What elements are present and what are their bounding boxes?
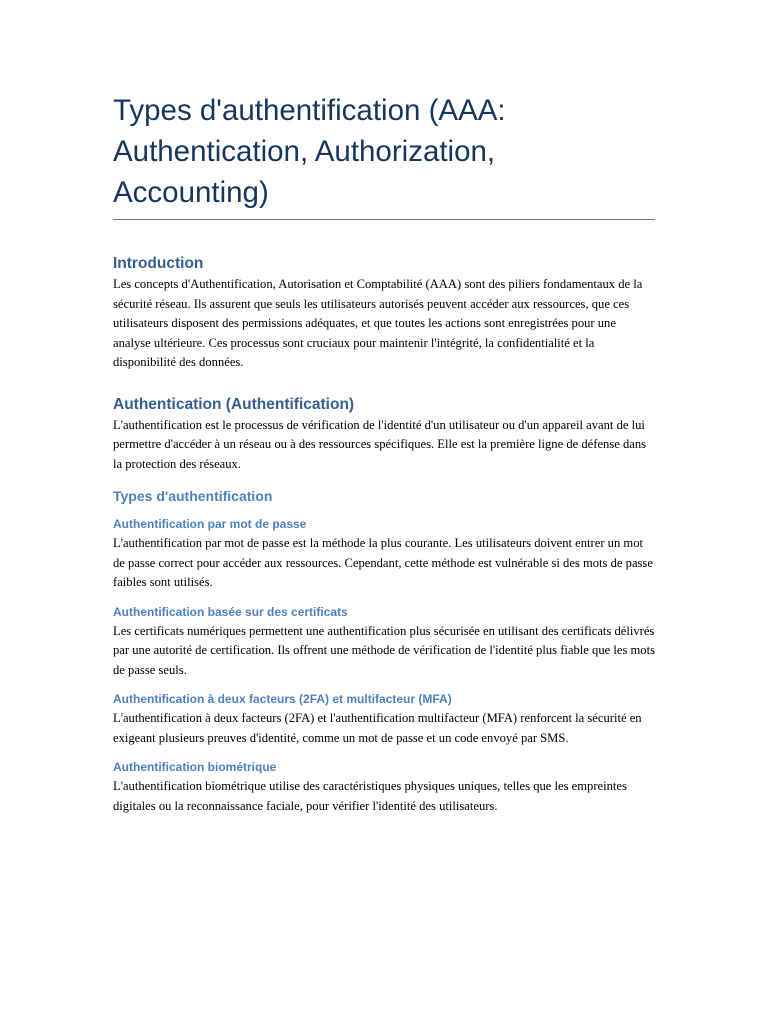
- subsubsection-body-mfa: L'authentification à deux facteurs (2FA) et l'authentification multifacteur (MFA) renforcent la sécurité en exigeant plusieurs preuves d'identité, comme un mot de passe et un code envoyé par SMS.: [113, 711, 642, 745]
- section-heading-introduction: Introduction: [113, 255, 204, 272]
- subsubsection-body-biometric: L'authentification biométrique utilise des caractéristiques physiques uniques, telles que les empreintes digitales ou la reconnaissance faciale, pour vérifier l'identité des utilisateurs.: [113, 779, 627, 813]
- subsubsection-body-certificate: Les certificats numériques permettent une authentification plus sécurisée en utilisant des certificats délivrés par une autorité de certification. Ils offrent une méthode de vérification de l'identité plus fiable que les mots de passe seuls.: [113, 623, 655, 677]
- subsubsection-body-password: L'authentification par mot de passe est la méthode la plus courante. Les utilisateurs doivent entrer un mot de passe correct pour accéder aux ressources. Cependant, cette méthode est vulnérable si des mots de passe faibles sont utilisés.: [113, 536, 653, 589]
- document-title: Types d'authentification (AAA: Authentication, Authorization, Accounting): [113, 90, 655, 220]
- document-page: [113, 90, 655, 816]
- section-body-authentication: L'authentification est le processus de vérification de l'identité d'un utilisateur ou d'un appareil avant de lui permettre d'accéder à un réseau ou à des ressources spécifiques. Elle est la première ligne de défense dans la protection des réseaux.: [113, 417, 647, 471]
- subsubsection-heading-biometric: Authentification biométrique: [113, 760, 277, 774]
- section-heading-authentication: Authentication (Authentification): [113, 395, 355, 413]
- subsubsection-heading-mfa: Authentification à deux facteurs (2FA) et multifacteur (MFA): [113, 692, 452, 706]
- section-body-introduction: Les concepts d'Authentification, Autorisation et Comptabilité (AAA) sont des piliers fondamentaux de la sécurité réseau. Ils assurent que seuls les utilisateurs autorisés peuvent accéder aux ressources, que ces utilisateurs disposent des permissions adéquates, et que toutes les actions sont enregistrées pour une analyse ultérieure. Ces processus sont cruciaux pour maintenir l'intégrité, la confidentialité et la disponibilité des données.: [113, 277, 643, 369]
- subsubsection-heading-certificate: Authentification basée sur des certificats: [113, 604, 348, 619]
- subsection-heading-types: Types d'authentification: [113, 488, 273, 504]
- subsubsection-heading-password: Authentification par mot de passe: [113, 517, 307, 531]
